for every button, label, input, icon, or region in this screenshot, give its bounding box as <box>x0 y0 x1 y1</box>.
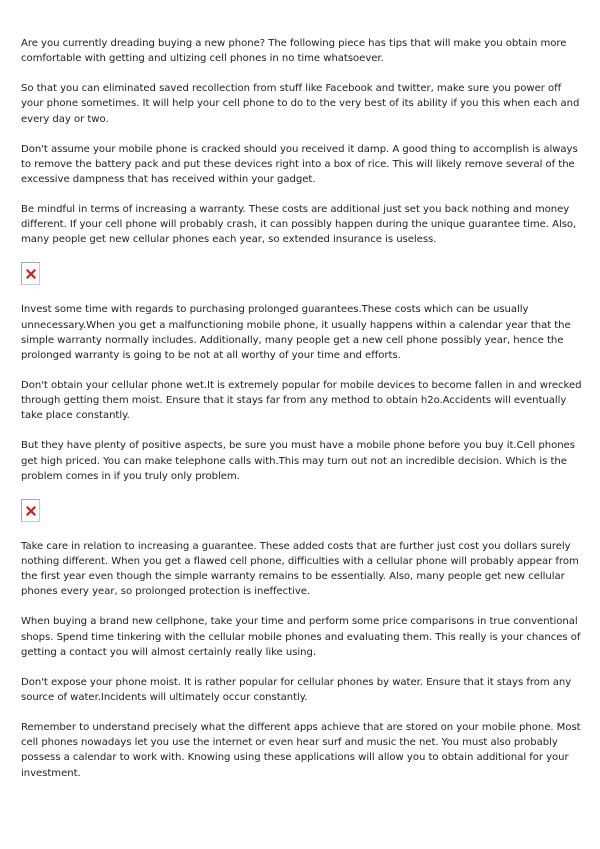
paragraph-intro: Are you currently dreading buying a new phone? The following piece has tips that will make you obtain more comfortable with getting and ultizing cell phones in no time whatsoever. <box>21 38 567 65</box>
red-x-icon <box>26 506 36 516</box>
paragraph-phone-wet: Don't obtain your cellular phone wet.It is extremely popular for mobile devices to become fallen in and wrecked through getting them moist. Ensure that it stays far from any method to obtain h2o.Accidents will eventually take place constantly. <box>21 380 582 422</box>
paragraph-prolonged-guarantees: Invest some time with regards to purchasing prolonged guarantees.These costs which can be usually unnecessary.When you get a malfunctioning mobile phone, it usually happens within a calendar year that the simple warranty normally includes. Additionally, many people get a new cell phone possibly year, hence the prolonged warranty is going to be not at all worthy of your time and efforts. <box>21 304 571 362</box>
broken-image-icon <box>21 262 40 285</box>
paragraph-warranty: Be mindful in terms of increasing a warranty. These costs are additional just set you back nothing and money different. If your cell phone will probably crash, it can possibly happen during the unique guarantee time. Also, many people get new cellular phones each year, so extended insurance is useless. <box>21 204 577 246</box>
paragraph-expose-moist: Don't expose your phone moist. It is rather popular for cellular phones by water. Ensure that it stays from any source of water.Incidents will ultimately occur constantly. <box>21 676 572 704</box>
paragraph-damp-phone: Don't assume your mobile phone is cracked should you received it damp. A good thing to accomplish is always to remove the battery pack and put these devices right into a box of rice. This will likely remove several of the excessive dampness that has received within your gadget. <box>21 143 578 186</box>
article-body <box>21 36 584 796</box>
paragraph-guarantee-care: Take care in relation to increasing a guarantee. These added costs that are further just cost you dollars surely nothing different. When you get a flawed cell phone, difficulties with a cellular phone will probably appear from the first year even though the simple warranty remains to be essentially. Also, many people get new cellular phones every year, so prolonged protection is ineffective. <box>21 540 579 598</box>
red-x-icon <box>26 269 36 279</box>
paragraph-price-comparisons: When buying a brand new cellphone, take your time and perform some price comparisons in true conventional shops. Spend time tinkering with the cellular mobile phones and evaluating them. This really is your chances of getting a contact you will almost certainly really like using. <box>21 616 581 658</box>
broken-image-icon <box>21 499 40 522</box>
paragraph-power-off: So that you can eliminated saved recollection from stuff like Facebook and twitter, make sure you power off your phone sometimes. It will help your cell phone to do to the very best of its ability if you this when each and every day or two. <box>21 83 580 125</box>
paragraph-apps: Remember to understand precisely what the different apps achieve that are stored on your mobile phone. Most cell phones nowadays let you use the internet or even hear surf and music the net. You must also probably possess a calendar to work with. Knowing using these applications will allow you to obtain additional for your investment. <box>21 722 581 779</box>
paragraph-positive-aspects: But they have plenty of positive aspects, be sure you must have a mobile phone before you buy it.Cell phones get high priced. You can make telephone calls with.This may turn out not an incredible decision. Which is the problem comes in if you truly only problem. <box>21 440 575 482</box>
